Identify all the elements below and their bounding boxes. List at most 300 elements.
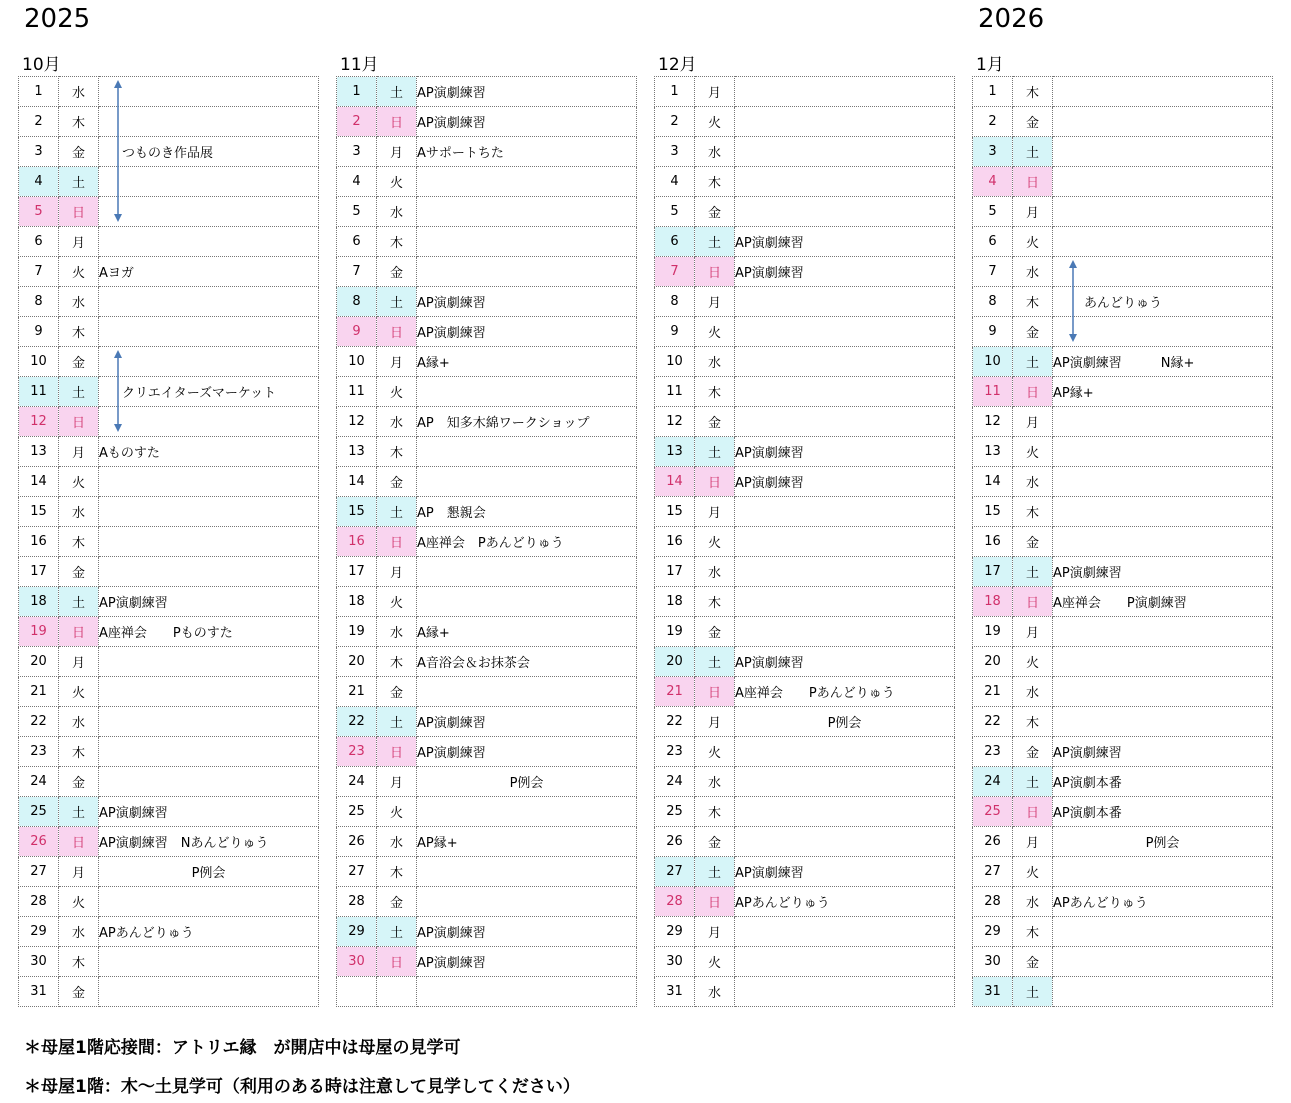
day-row xyxy=(337,377,637,407)
weekday: 火 xyxy=(59,257,99,287)
day-row xyxy=(973,467,1273,497)
weekday: 木 xyxy=(695,167,735,197)
day-row xyxy=(973,407,1273,437)
day-number: 10 xyxy=(19,347,59,377)
day-row xyxy=(973,377,1273,407)
day-row xyxy=(19,527,319,557)
day-row xyxy=(337,197,637,227)
event-cell xyxy=(417,677,637,707)
day-number: 29 xyxy=(973,917,1013,947)
weekday: 火 xyxy=(377,797,417,827)
day-number: 7 xyxy=(655,257,695,287)
day-number: 4 xyxy=(655,167,695,197)
weekday: 金 xyxy=(1013,317,1053,347)
event-cell: AP演劇練習 xyxy=(735,257,955,287)
day-number: 15 xyxy=(19,497,59,527)
day-number: 9 xyxy=(19,317,59,347)
year-label: 2026 xyxy=(978,4,1045,34)
weekday: 土 xyxy=(377,917,417,947)
day-number: 8 xyxy=(655,287,695,317)
weekday: 水 xyxy=(377,407,417,437)
day-row xyxy=(973,857,1273,887)
day-number: 7 xyxy=(973,257,1013,287)
day-number: 10 xyxy=(337,347,377,377)
day-row xyxy=(337,287,637,317)
day-row xyxy=(655,467,955,497)
weekday: 日 xyxy=(1013,587,1053,617)
day-number: 26 xyxy=(973,827,1013,857)
day-row xyxy=(337,317,637,347)
event-cell: A座禅会 Pあんどりゅう xyxy=(735,677,955,707)
day-number: 27 xyxy=(337,857,377,887)
event-cell xyxy=(99,707,319,737)
day-row xyxy=(655,947,955,977)
day-row xyxy=(19,617,319,647)
day-row xyxy=(655,887,955,917)
event-cell xyxy=(735,287,955,317)
day-row xyxy=(655,677,955,707)
day-row xyxy=(973,197,1273,227)
day-number: 19 xyxy=(973,617,1013,647)
weekday: 日 xyxy=(695,677,735,707)
weekday: 水 xyxy=(1013,257,1053,287)
weekday: 水 xyxy=(695,557,735,587)
span-event-label: つものき作品展 xyxy=(122,146,214,161)
weekday: 日 xyxy=(695,467,735,497)
weekday: 木 xyxy=(695,377,735,407)
day-number: 31 xyxy=(655,977,695,1007)
event-cell xyxy=(735,497,955,527)
day-number: 18 xyxy=(19,587,59,617)
day-row xyxy=(973,947,1273,977)
day-row xyxy=(655,167,955,197)
event-cell xyxy=(99,557,319,587)
day-number: 24 xyxy=(19,767,59,797)
day-number: 28 xyxy=(337,887,377,917)
weekday: 火 xyxy=(1013,647,1053,677)
event-cell: APあんどりゅう xyxy=(99,917,319,947)
day-row xyxy=(655,107,955,137)
weekday: 日 xyxy=(695,887,735,917)
day-row xyxy=(655,647,955,677)
weekday: 日 xyxy=(377,527,417,557)
day-number: 1 xyxy=(337,77,377,107)
day-number: 7 xyxy=(19,257,59,287)
event-cell: Aヨガ xyxy=(99,257,319,287)
day-row xyxy=(19,467,319,497)
weekday: 水 xyxy=(59,77,99,107)
weekday: 火 xyxy=(377,587,417,617)
weekday: 水 xyxy=(695,347,735,377)
weekday: 木 xyxy=(695,797,735,827)
day-row xyxy=(655,497,955,527)
event-cell: AP 懇親会 xyxy=(417,497,637,527)
day-number: 21 xyxy=(655,677,695,707)
event-cell xyxy=(417,797,637,827)
weekday: 金 xyxy=(377,887,417,917)
day-number: 3 xyxy=(337,137,377,167)
event-cell xyxy=(1053,137,1273,167)
weekday: 水 xyxy=(377,617,417,647)
day-row xyxy=(973,257,1273,287)
day-number: 25 xyxy=(19,797,59,827)
weekday: 土 xyxy=(1013,977,1053,1007)
day-row xyxy=(973,677,1273,707)
event-cell xyxy=(1053,677,1273,707)
weekday: 火 xyxy=(59,677,99,707)
weekday: 木 xyxy=(377,227,417,257)
event-cell xyxy=(1053,917,1273,947)
day-row xyxy=(19,107,319,137)
day-number: 30 xyxy=(655,947,695,977)
day-row xyxy=(655,707,955,737)
event-cell: AP演劇本番 xyxy=(1053,797,1273,827)
weekday: 水 xyxy=(695,977,735,1007)
event-cell: AP演劇練習 xyxy=(735,467,955,497)
weekday: 月 xyxy=(1013,617,1053,647)
event-cell xyxy=(99,407,319,437)
event-cell: Aものすた xyxy=(99,437,319,467)
day-number: 29 xyxy=(655,917,695,947)
event-cell xyxy=(1053,437,1273,467)
day-number: 21 xyxy=(337,677,377,707)
day-number: 14 xyxy=(655,467,695,497)
day-row xyxy=(337,677,637,707)
day-number: 9 xyxy=(973,317,1013,347)
event-cell: AP演劇練習 xyxy=(417,737,637,767)
day-number: 2 xyxy=(973,107,1013,137)
weekday: 水 xyxy=(377,827,417,857)
weekday: 水 xyxy=(695,137,735,167)
event-cell: A音浴会＆お抹茶会 xyxy=(417,647,637,677)
weekday: 金 xyxy=(59,767,99,797)
day-row xyxy=(19,557,319,587)
year-label: 2025 xyxy=(24,4,91,34)
day-number: 9 xyxy=(655,317,695,347)
weekday: 日 xyxy=(1013,377,1053,407)
event-cell xyxy=(99,287,319,317)
day-number: 16 xyxy=(19,527,59,557)
day-number: 9 xyxy=(337,317,377,347)
day-number: 30 xyxy=(337,947,377,977)
day-number: 6 xyxy=(19,227,59,257)
weekday: 月 xyxy=(377,137,417,167)
weekday: 火 xyxy=(377,377,417,407)
weekday: 金 xyxy=(1013,737,1053,767)
weekday: 月 xyxy=(377,767,417,797)
day-number: 16 xyxy=(337,527,377,557)
weekday: 土 xyxy=(377,707,417,737)
day-row xyxy=(655,257,955,287)
event-cell xyxy=(735,377,955,407)
month-table xyxy=(336,76,637,1007)
weekday: 月 xyxy=(1013,197,1053,227)
event-cell: AP 知多木綿ワークショップ xyxy=(417,407,637,437)
weekday: 火 xyxy=(695,107,735,137)
weekday: 金 xyxy=(59,137,99,167)
day-number: 12 xyxy=(337,407,377,437)
weekday: 月 xyxy=(695,77,735,107)
day-row xyxy=(337,707,637,737)
day-row xyxy=(19,287,319,317)
day-row xyxy=(337,977,637,1007)
event-cell xyxy=(99,497,319,527)
weekday: 日 xyxy=(1013,167,1053,197)
day-row xyxy=(973,497,1273,527)
day-number: 8 xyxy=(973,287,1013,317)
weekday: 日 xyxy=(695,257,735,287)
day-number: 21 xyxy=(19,677,59,707)
day-row xyxy=(973,917,1273,947)
day-row xyxy=(337,587,637,617)
weekday: 土 xyxy=(1013,767,1053,797)
day-number: 11 xyxy=(337,377,377,407)
event-cell xyxy=(99,647,319,677)
day-number: 15 xyxy=(973,497,1013,527)
day-number: 6 xyxy=(337,227,377,257)
event-cell xyxy=(99,947,319,977)
day-row xyxy=(19,317,319,347)
day-number: 25 xyxy=(655,797,695,827)
day-number: 11 xyxy=(655,377,695,407)
day-number: 1 xyxy=(655,77,695,107)
month-table xyxy=(972,76,1273,1007)
weekday: 土 xyxy=(1013,347,1053,377)
day-row xyxy=(973,167,1273,197)
weekday: 土 xyxy=(695,437,735,467)
day-number: 28 xyxy=(19,887,59,917)
weekday: 土 xyxy=(59,797,99,827)
day-row xyxy=(973,527,1273,557)
weekday: 金 xyxy=(695,197,735,227)
event-cell xyxy=(417,197,637,227)
event-cell: AP演劇練習 xyxy=(99,797,319,827)
event-cell xyxy=(735,77,955,107)
day-row xyxy=(655,797,955,827)
event-cell: P例会 xyxy=(417,767,637,797)
event-cell xyxy=(1053,707,1273,737)
day-row xyxy=(19,77,319,107)
day-number: 28 xyxy=(973,887,1013,917)
day-row xyxy=(19,347,319,377)
month-label: 11月 xyxy=(340,55,379,75)
weekday: 土 xyxy=(59,167,99,197)
day-number: 1 xyxy=(973,77,1013,107)
day-row xyxy=(973,347,1273,377)
event-cell: AP演劇練習 xyxy=(1053,737,1273,767)
event-cell xyxy=(735,827,955,857)
day-number: 5 xyxy=(337,197,377,227)
event-cell: AP演劇練習 xyxy=(417,317,637,347)
day-number: 17 xyxy=(337,557,377,587)
day-number: 5 xyxy=(19,197,59,227)
day-row xyxy=(973,227,1273,257)
month-table xyxy=(18,76,319,1007)
event-cell: A縁+ xyxy=(417,617,637,647)
day-row xyxy=(19,677,319,707)
day-number: 18 xyxy=(973,587,1013,617)
day-row xyxy=(973,557,1273,587)
event-cell: Aサポートちた xyxy=(417,137,637,167)
day-number: 3 xyxy=(19,137,59,167)
day-number: 16 xyxy=(655,527,695,557)
day-number: 2 xyxy=(337,107,377,137)
event-cell xyxy=(735,197,955,227)
day-row xyxy=(655,587,955,617)
day-row xyxy=(655,737,955,767)
day-row xyxy=(973,827,1273,857)
weekday: 土 xyxy=(59,587,99,617)
day-row xyxy=(337,797,637,827)
event-cell xyxy=(99,977,319,1007)
event-cell xyxy=(1053,227,1273,257)
day-row xyxy=(337,497,637,527)
weekday: 火 xyxy=(1013,437,1053,467)
day-row xyxy=(337,527,637,557)
event-cell xyxy=(735,527,955,557)
day-row xyxy=(337,827,637,857)
event-cell xyxy=(99,767,319,797)
event-cell xyxy=(417,887,637,917)
day-number: 1 xyxy=(19,77,59,107)
day-row xyxy=(337,107,637,137)
event-cell: AP演劇練習 xyxy=(735,227,955,257)
weekday: 月 xyxy=(59,647,99,677)
weekday: 土 xyxy=(377,287,417,317)
weekday: 金 xyxy=(695,407,735,437)
weekday: 金 xyxy=(695,827,735,857)
day-row xyxy=(19,917,319,947)
day-row xyxy=(655,227,955,257)
day-row xyxy=(655,767,955,797)
event-cell xyxy=(417,467,637,497)
event-cell xyxy=(1053,527,1273,557)
day-number: 28 xyxy=(655,887,695,917)
day-row xyxy=(973,107,1273,137)
event-cell: P例会 xyxy=(735,707,955,737)
event-cell xyxy=(417,857,637,887)
weekday: 木 xyxy=(59,737,99,767)
event-cell: AP演劇練習 xyxy=(417,107,637,137)
day-number: 24 xyxy=(973,767,1013,797)
day-number: 8 xyxy=(337,287,377,317)
weekday: 日 xyxy=(1013,797,1053,827)
day-row xyxy=(655,407,955,437)
weekday: 月 xyxy=(59,227,99,257)
event-cell xyxy=(735,617,955,647)
event-cell xyxy=(1053,257,1273,287)
footnote: ＊母屋1階：木～土見学可（利用のある時は注意して見学してください） xyxy=(24,1077,580,1097)
weekday: 金 xyxy=(1013,527,1053,557)
event-cell xyxy=(1053,647,1273,677)
weekday: 金 xyxy=(1013,107,1053,137)
day-number: 20 xyxy=(19,647,59,677)
weekday: 火 xyxy=(695,317,735,347)
day-number: 14 xyxy=(337,467,377,497)
event-cell xyxy=(99,887,319,917)
weekday: 金 xyxy=(377,257,417,287)
event-cell xyxy=(417,377,637,407)
event-cell: APあんどりゅう xyxy=(1053,887,1273,917)
weekday: 火 xyxy=(695,737,735,767)
day-number: 2 xyxy=(19,107,59,137)
span-event-label: あんどりゅう xyxy=(1084,296,1163,311)
span-event-label: クリエイターズマーケット xyxy=(122,386,277,401)
weekday: 金 xyxy=(377,677,417,707)
event-cell xyxy=(735,347,955,377)
day-row xyxy=(19,887,319,917)
day-row xyxy=(19,197,319,227)
event-cell xyxy=(735,107,955,137)
event-cell xyxy=(417,587,637,617)
event-cell xyxy=(1053,77,1273,107)
day-row xyxy=(973,647,1273,677)
weekday: 木 xyxy=(59,317,99,347)
event-cell: AP演劇練習 xyxy=(99,587,319,617)
day-row xyxy=(337,167,637,197)
weekday: 土 xyxy=(695,857,735,887)
day-row xyxy=(655,317,955,347)
day-number: 11 xyxy=(973,377,1013,407)
event-cell xyxy=(1053,107,1273,137)
event-cell: AP演劇練習 xyxy=(417,77,637,107)
day-number: 26 xyxy=(19,827,59,857)
day-number: 12 xyxy=(655,407,695,437)
day-number: 17 xyxy=(655,557,695,587)
weekday: 金 xyxy=(59,347,99,377)
day-number: 7 xyxy=(337,257,377,287)
day-row xyxy=(655,137,955,167)
day-row xyxy=(337,557,637,587)
weekday: 土 xyxy=(377,497,417,527)
day-row xyxy=(19,167,319,197)
day-row xyxy=(337,257,637,287)
weekday: 木 xyxy=(1013,77,1053,107)
event-cell xyxy=(99,347,319,377)
weekday: 水 xyxy=(59,287,99,317)
day-number: 4 xyxy=(337,167,377,197)
day-row xyxy=(655,437,955,467)
event-cell xyxy=(99,77,319,107)
event-cell xyxy=(735,167,955,197)
weekday: 月 xyxy=(377,557,417,587)
day-row xyxy=(337,407,637,437)
day-number: 13 xyxy=(655,437,695,467)
month-table xyxy=(654,76,955,1007)
event-cell xyxy=(735,797,955,827)
day-number: 23 xyxy=(19,737,59,767)
day-row xyxy=(337,467,637,497)
weekday: 土 xyxy=(59,377,99,407)
day-number: 23 xyxy=(655,737,695,767)
day-row xyxy=(973,137,1273,167)
event-cell xyxy=(1053,857,1273,887)
day-number: 21 xyxy=(973,677,1013,707)
day-row xyxy=(337,617,637,647)
day-row xyxy=(19,857,319,887)
weekday: 木 xyxy=(59,527,99,557)
day-number: 27 xyxy=(19,857,59,887)
day-number: 10 xyxy=(655,347,695,377)
weekday: 日 xyxy=(59,827,99,857)
day-number: 3 xyxy=(973,137,1013,167)
event-cell xyxy=(99,737,319,767)
day-row xyxy=(973,797,1273,827)
event-cell xyxy=(735,587,955,617)
day-row xyxy=(973,707,1273,737)
event-cell xyxy=(417,977,637,1007)
event-cell: AP演劇練習 xyxy=(417,707,637,737)
